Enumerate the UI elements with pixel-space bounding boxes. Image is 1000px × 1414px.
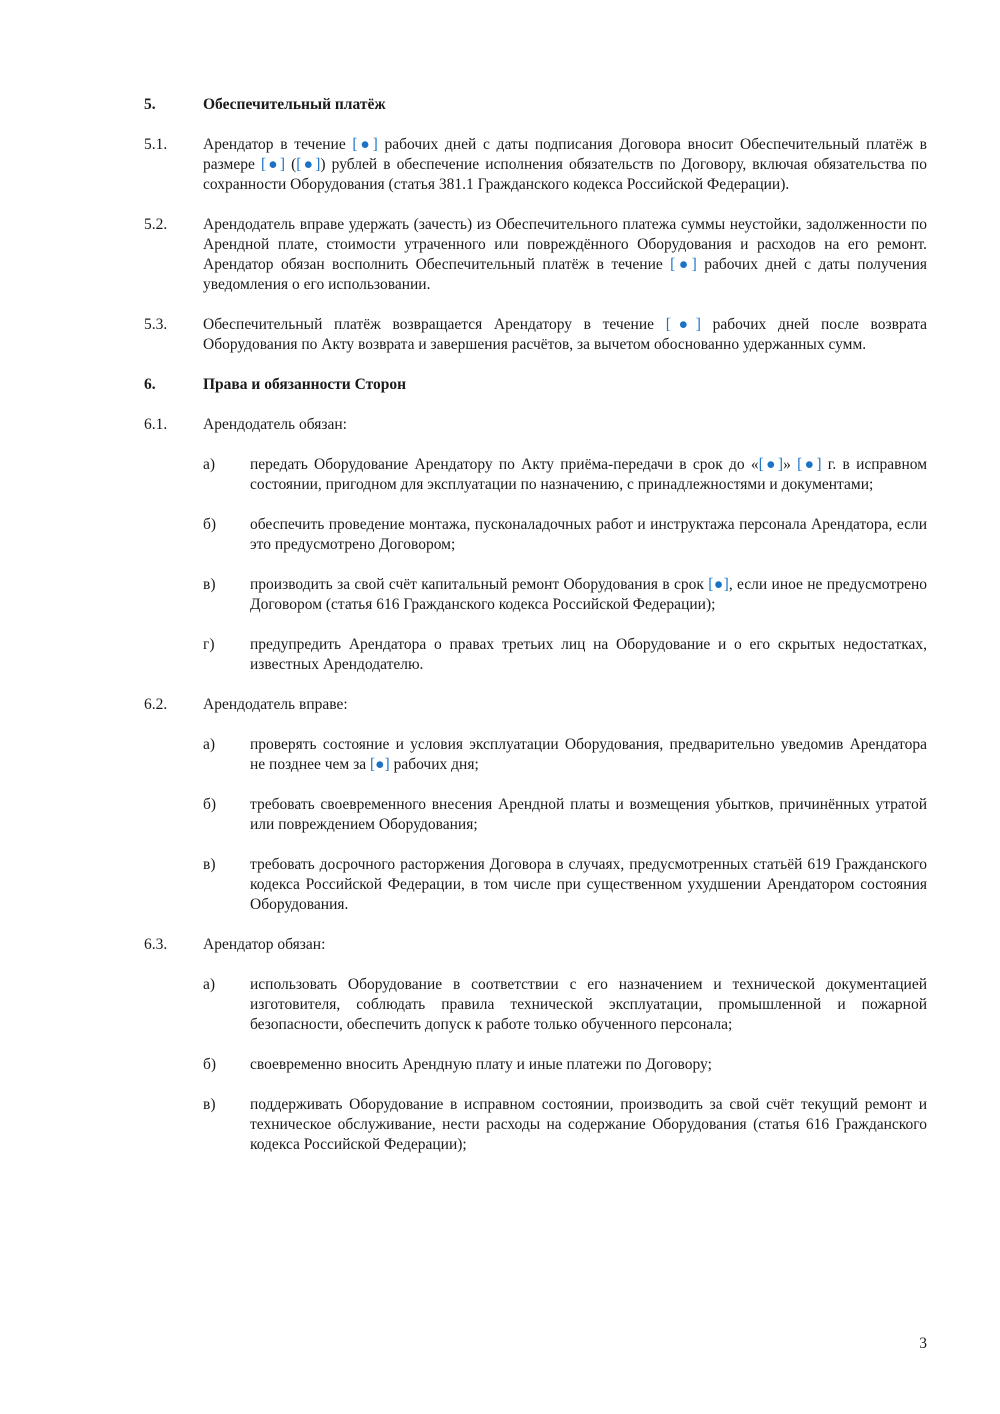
subclause-text: производить за свой счёт капитальный ремонт Оборудования в срок bbox=[250, 576, 709, 593]
subclause-text: своевременно вносить Арендную плату и иные платежи по Договору; bbox=[250, 1056, 712, 1073]
clause-6-1 bbox=[144, 415, 927, 435]
subclause-text: предупредить Арендатора о правах третьих лиц на Оборудование и о его скрытых недостатках, известных Арендодателю. bbox=[250, 636, 927, 673]
subclause-6-1-v bbox=[144, 575, 927, 615]
placeholder-marker: [●] bbox=[670, 256, 697, 273]
clause-number: 5.2. bbox=[144, 216, 168, 233]
placeholder-marker: [●] bbox=[260, 156, 286, 173]
clause-number: 6.3. bbox=[144, 936, 168, 953]
clause-number: 6.1. bbox=[144, 416, 168, 433]
clause-lead: Арендодатель вправе: bbox=[203, 696, 348, 713]
subclause-text: » bbox=[783, 456, 798, 473]
placeholder-marker: [●] bbox=[296, 156, 321, 173]
subclause-6-1-a bbox=[144, 455, 927, 495]
clause-lead: Арендодатель обязан: bbox=[203, 416, 347, 433]
subclause-text: передать Оборудование Арендатору по Акту приёма-передачи в срок до « bbox=[250, 456, 759, 473]
subclause-letter: г) bbox=[203, 636, 215, 653]
subclause-6-2-b bbox=[144, 795, 927, 835]
clause-text: рабочих дней с даты получения уведомления о его использовании. bbox=[203, 256, 928, 293]
clause-text: ) рублей в обеспечение исполнения обязательств по Договору, включая обязательства по сохранности Оборудования (статья 381.1 Гражданского кодекса Российской Федерации). bbox=[203, 156, 927, 193]
subclause-text: требовать своевременного внесения Арендной платы и возмещения убытков, причинённых утратой или повреждением Оборудования; bbox=[250, 796, 927, 833]
subclause-letter: в) bbox=[203, 576, 216, 593]
document-body bbox=[144, 95, 927, 1155]
clause-6-2 bbox=[144, 695, 927, 715]
clause-text: Обеспечительный платёж возвращается Арендатору в течение bbox=[203, 316, 666, 333]
section-title: Права и обязанности Сторон bbox=[203, 376, 407, 393]
subclause-letter: в) bbox=[203, 1096, 216, 1113]
clause-text: ( bbox=[285, 156, 297, 173]
subclause-letter: б) bbox=[203, 516, 217, 533]
clause-lead: Арендатор обязан: bbox=[203, 936, 326, 953]
section-title: Обеспечительный платёж bbox=[203, 96, 386, 113]
clause-text: рабочих дней с даты подписания Договора вносит Обеспечительный платёж в размере bbox=[203, 136, 927, 173]
clause-text: Арендатор в течение bbox=[203, 136, 353, 153]
clause-text: рабочих дней после возврата Оборудования по Акту возврата и завершения расчётов, за вычетом обоснованно удержанных сумм. bbox=[203, 316, 928, 353]
subclause-text: проверять состояние и условия эксплуатации Оборудования, предварительно уведомив Арендатора не позднее чем за bbox=[250, 736, 927, 773]
clause-6-3 bbox=[144, 935, 927, 955]
clause-number: 5.3. bbox=[144, 316, 168, 333]
subclause-6-2-a bbox=[144, 735, 927, 775]
clause-number: 6.2. bbox=[144, 696, 168, 713]
placeholder-marker: [●] bbox=[758, 456, 784, 473]
subclause-text: требовать досрочного расторжения Договора в случаях, предусмотренных статьёй 619 Гражданского кодекса Российской Федерации, в том числе при существенном ухудшении Арендатором состояния Оборудования. bbox=[250, 856, 927, 913]
section-number: 6. bbox=[144, 376, 156, 393]
clause-5-2 bbox=[144, 215, 927, 295]
subclause-letter: в) bbox=[203, 856, 216, 873]
placeholder-marker: [●] bbox=[708, 576, 729, 593]
section-number: 5. bbox=[144, 96, 156, 113]
subclause-6-3-v bbox=[144, 1095, 927, 1155]
subclause-letter: б) bbox=[203, 796, 217, 813]
subclause-6-3-b bbox=[144, 1055, 927, 1075]
subclause-text: , если иное не предусмотрено Договором (статья 616 Гражданского кодекса Российской Федерации); bbox=[250, 576, 927, 613]
section-6-heading bbox=[144, 375, 927, 395]
clause-5-1 bbox=[144, 135, 927, 195]
clause-number: 5.1. bbox=[144, 136, 168, 153]
subclause-letter: б) bbox=[203, 1056, 217, 1073]
subclause-6-1-b bbox=[144, 515, 927, 555]
page-number: 3 bbox=[919, 1335, 927, 1352]
subclause-6-2-v bbox=[144, 855, 927, 915]
subclause-text: г. в исправном состоянии, пригодном для эксплуатации по назначению, с принадлежностями и документами; bbox=[250, 456, 928, 493]
subclause-6-1-g bbox=[144, 635, 927, 675]
section-5-heading bbox=[144, 95, 927, 115]
clause-5-3 bbox=[144, 315, 927, 355]
subclause-letter: а) bbox=[203, 456, 216, 473]
subclause-text: рабочих дня; bbox=[389, 756, 479, 773]
placeholder-marker: [●] bbox=[797, 456, 822, 473]
subclause-6-3-a bbox=[144, 975, 927, 1035]
subclause-letter: а) bbox=[203, 976, 216, 993]
clause-text: Арендодатель вправе удержать (зачесть) из Обеспечительного платежа суммы неустойки, задолженности по Арендной плате, стоимости утраченного или повреждённого Оборудования и расходов на его ремонт. Арендатор обязан восполнить Обеспечительный платёж в течение bbox=[203, 216, 927, 273]
placeholder-marker: [●] bbox=[665, 316, 701, 333]
placeholder-marker: [●] bbox=[352, 136, 378, 153]
subclause-text: поддерживать Оборудование в исправном состоянии, производить за свой счёт текущий ремонт и техническое обслуживание, нести расходы на содержание Оборудования (статья 616 Гражданского кодекса Российской Федерации); bbox=[250, 1096, 927, 1153]
subclause-text: обеспечить проведение монтажа, пусконаладочных работ и инструктажа персонала Арендатора, если это предусмотрено Договором; bbox=[250, 516, 927, 553]
placeholder-marker: [●] bbox=[370, 756, 390, 773]
subclause-text: использовать Оборудование в соответствии с его назначением и технической документацией изготовителя, соблюдать правила технической эксплуатации, промышленной и пожарной безопасности, обеспечить допуск к работе только обученного персонала; bbox=[250, 976, 927, 1033]
subclause-letter: а) bbox=[203, 736, 216, 753]
